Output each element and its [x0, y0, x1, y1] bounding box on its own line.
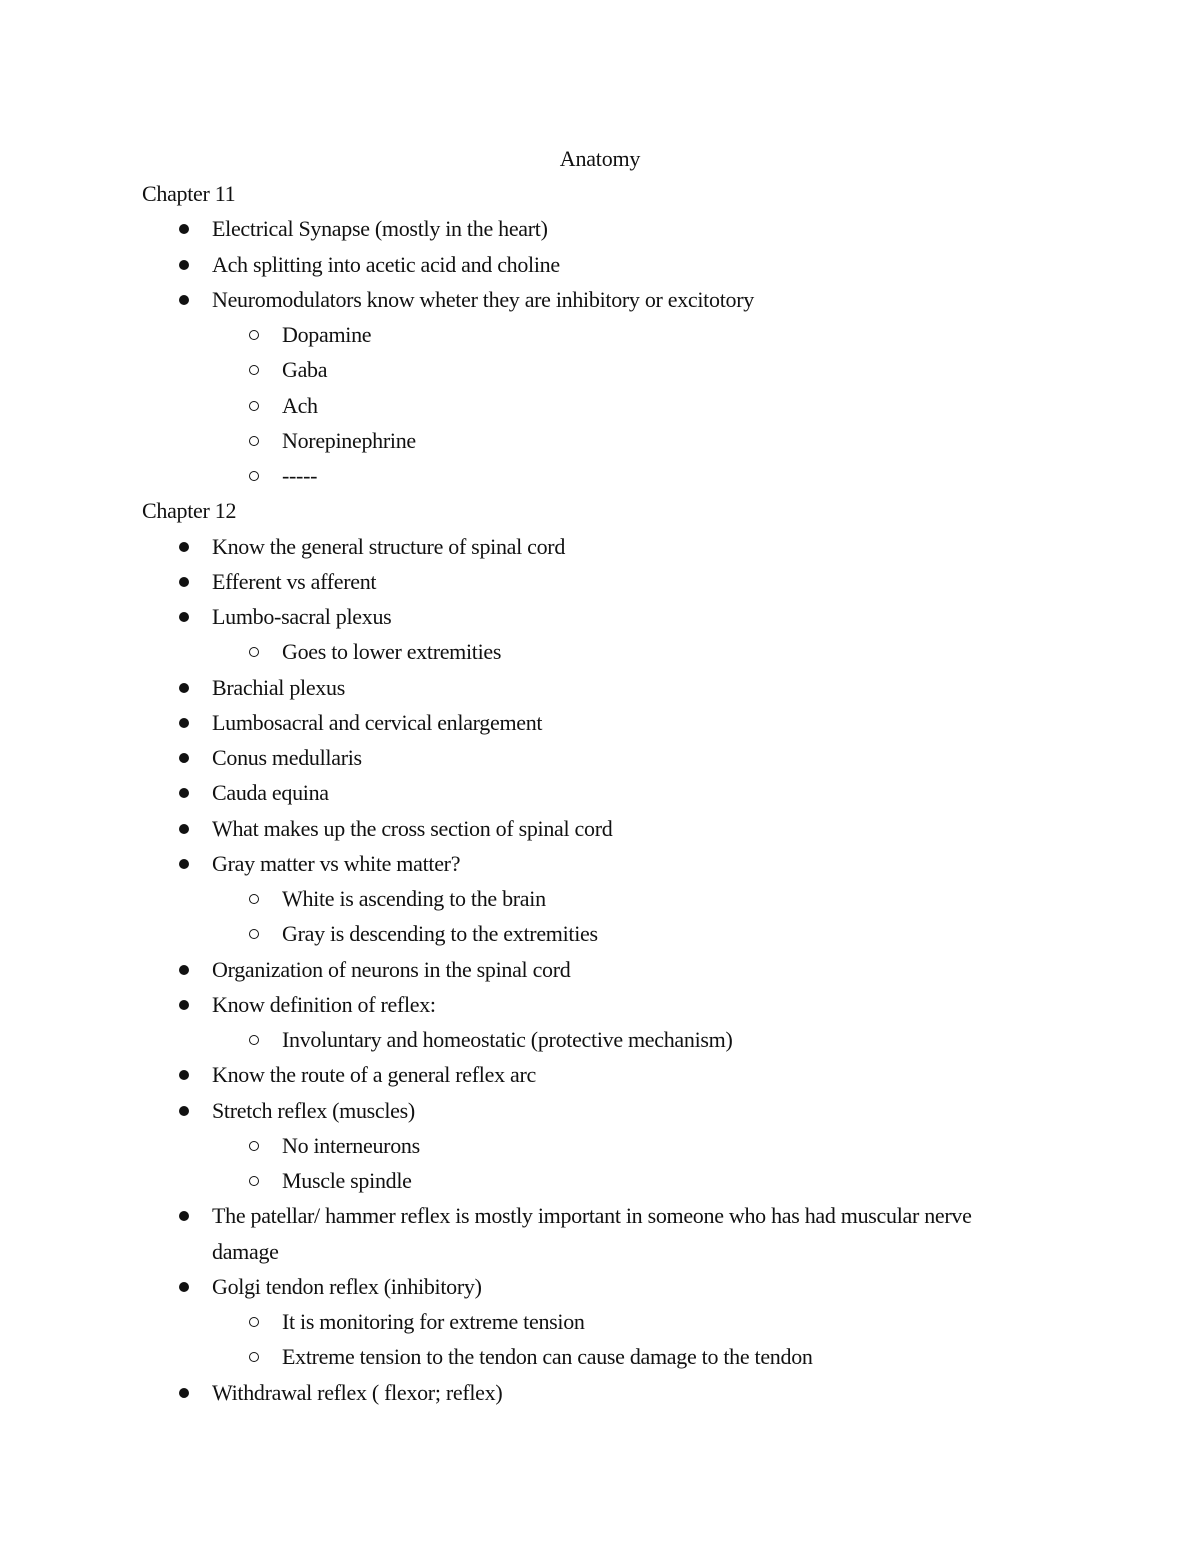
list-item-text: Lumbosacral and cervical enlargement [212, 709, 543, 735]
sub-list-item-text: Goes to lower extremities [282, 639, 502, 665]
filled-bullet-icon [179, 295, 189, 305]
hollow-bullet-icon [249, 894, 259, 904]
list-item [142, 1057, 1042, 1092]
list-item-text: Know the route of a general reflex arc [212, 1062, 536, 1088]
list-item [142, 282, 1042, 317]
list-item-text: Lumbo-sacral plexus [212, 604, 392, 629]
list-item [142, 775, 1042, 810]
sub-list-item-text: Gaba [282, 357, 328, 383]
filled-bullet-icon [179, 1282, 189, 1292]
sub-list-item [142, 1128, 1042, 1163]
filled-bullet-icon [179, 1388, 189, 1398]
sub-list-item [142, 634, 1042, 669]
list-item [142, 247, 1042, 282]
list-item [142, 599, 1042, 634]
list-item-text: Stretch reflex (muscles) [212, 1097, 415, 1123]
list-item-text: Electrical Synapse (mostly in the heart) [212, 216, 548, 242]
sub-list-item-text: It is monitoring for extreme tension [282, 1309, 585, 1334]
hollow-bullet-icon [249, 1035, 259, 1045]
list-item-text: Golgi tendon reflex (inhibitory) [212, 1273, 482, 1299]
sub-list-item-text: Norepinephrine [282, 427, 416, 453]
sub-list-item-text: No interneurons [282, 1132, 420, 1158]
sub-list-item [142, 1022, 1042, 1057]
filled-bullet-icon [179, 577, 189, 587]
sub-list-item [142, 1339, 1042, 1374]
list-item-text: What makes up the cross section of spinal cord [212, 815, 613, 841]
filled-bullet-icon [179, 542, 189, 552]
filled-bullet-icon [179, 824, 189, 834]
hollow-bullet-icon [249, 330, 259, 340]
sub-list-item [142, 388, 1042, 423]
list-item-text: Efferent vs afferent [212, 568, 377, 594]
filled-bullet-icon [179, 788, 189, 798]
sub-list-item [142, 1163, 1042, 1198]
hollow-bullet-icon [249, 647, 259, 657]
filled-bullet-icon [179, 718, 189, 728]
sub-list-item-text: Dopamine [282, 322, 372, 347]
list-item-text: Conus medullaris [212, 745, 362, 770]
list-item-text: Gray matter vs white matter? [212, 850, 461, 876]
list-item [142, 846, 1042, 881]
list-item-text: The patellar/ hammer reflex is mostly important in someone who has had muscular nerve damage [212, 1203, 972, 1264]
hollow-bullet-icon [249, 929, 259, 939]
list-item [142, 1093, 1042, 1128]
list-item [142, 987, 1042, 1022]
filled-bullet-icon [179, 612, 189, 622]
bullet-list [142, 529, 1042, 1410]
list-item-text: Know definition of reflex: [212, 991, 436, 1017]
chapter-heading: Chapter 11 [142, 181, 236, 206]
list-item [142, 1198, 1042, 1269]
list-item-text: Know the general structure of spinal cord [212, 533, 566, 559]
list-item-text: Neuromodulators know wheter they are inhibitory or excitotory [212, 286, 754, 312]
sub-list-item [142, 881, 1042, 916]
list-item-text: Cauda equina [212, 780, 329, 806]
sub-list-item-text: Extreme tension to the tendon can cause damage to the tendon [282, 1344, 813, 1370]
sub-list-item [142, 458, 1042, 493]
sub-list-item [142, 423, 1042, 458]
page-title: Anatomy [559, 146, 641, 171]
list-item [142, 670, 1042, 705]
filled-bullet-icon [179, 683, 189, 693]
bullet-list [142, 211, 1042, 493]
sub-list-item [142, 317, 1042, 352]
hollow-bullet-icon [249, 365, 259, 375]
hollow-bullet-icon [249, 401, 259, 411]
filled-bullet-icon [179, 859, 189, 869]
list-item [142, 1375, 1042, 1410]
list-item [142, 952, 1042, 987]
chapter-heading: Chapter 12 [142, 498, 237, 524]
list-item [142, 529, 1042, 564]
filled-bullet-icon [179, 1070, 189, 1080]
hollow-bullet-icon [249, 1317, 259, 1327]
sub-list-item-text: Ach [282, 392, 318, 418]
list-item-text: Withdrawal reflex ( flexor; reflex) [212, 1379, 503, 1405]
filled-bullet-icon [179, 965, 189, 975]
sub-list-item-text: Involuntary and homeostatic (protective mechanism) [282, 1027, 733, 1052]
filled-bullet-icon [179, 753, 189, 763]
list-item [142, 811, 1042, 846]
hollow-bullet-icon [249, 1352, 259, 1362]
sub-list-item-text: ----- [282, 463, 318, 488]
sub-list-item [142, 352, 1042, 387]
hollow-bullet-icon [249, 471, 259, 481]
sub-list-item [142, 1304, 1042, 1339]
hollow-bullet-icon [249, 1176, 259, 1186]
list-item-text: Organization of neurons in the spinal cord [212, 956, 571, 982]
filled-bullet-icon [179, 260, 189, 270]
list-item [142, 705, 1042, 740]
document-body [142, 176, 1042, 1410]
sub-list-item-text: Gray is descending to the extremities [282, 921, 598, 947]
list-item-text: Ach splitting into acetic acid and choline [212, 251, 560, 277]
list-item [142, 1269, 1042, 1304]
filled-bullet-icon [179, 1106, 189, 1116]
filled-bullet-icon [179, 1211, 189, 1221]
hollow-bullet-icon [249, 436, 259, 446]
list-item [142, 564, 1042, 599]
sub-list-item-text: White is ascending to the brain [282, 886, 546, 911]
filled-bullet-icon [179, 1000, 189, 1010]
hollow-bullet-icon [249, 1141, 259, 1151]
sub-list-item-text: Muscle spindle [282, 1168, 412, 1193]
list-item [142, 211, 1042, 246]
list-item [142, 740, 1042, 775]
list-item-text: Brachial plexus [212, 674, 345, 700]
sub-list-item [142, 916, 1042, 951]
filled-bullet-icon [179, 224, 189, 234]
